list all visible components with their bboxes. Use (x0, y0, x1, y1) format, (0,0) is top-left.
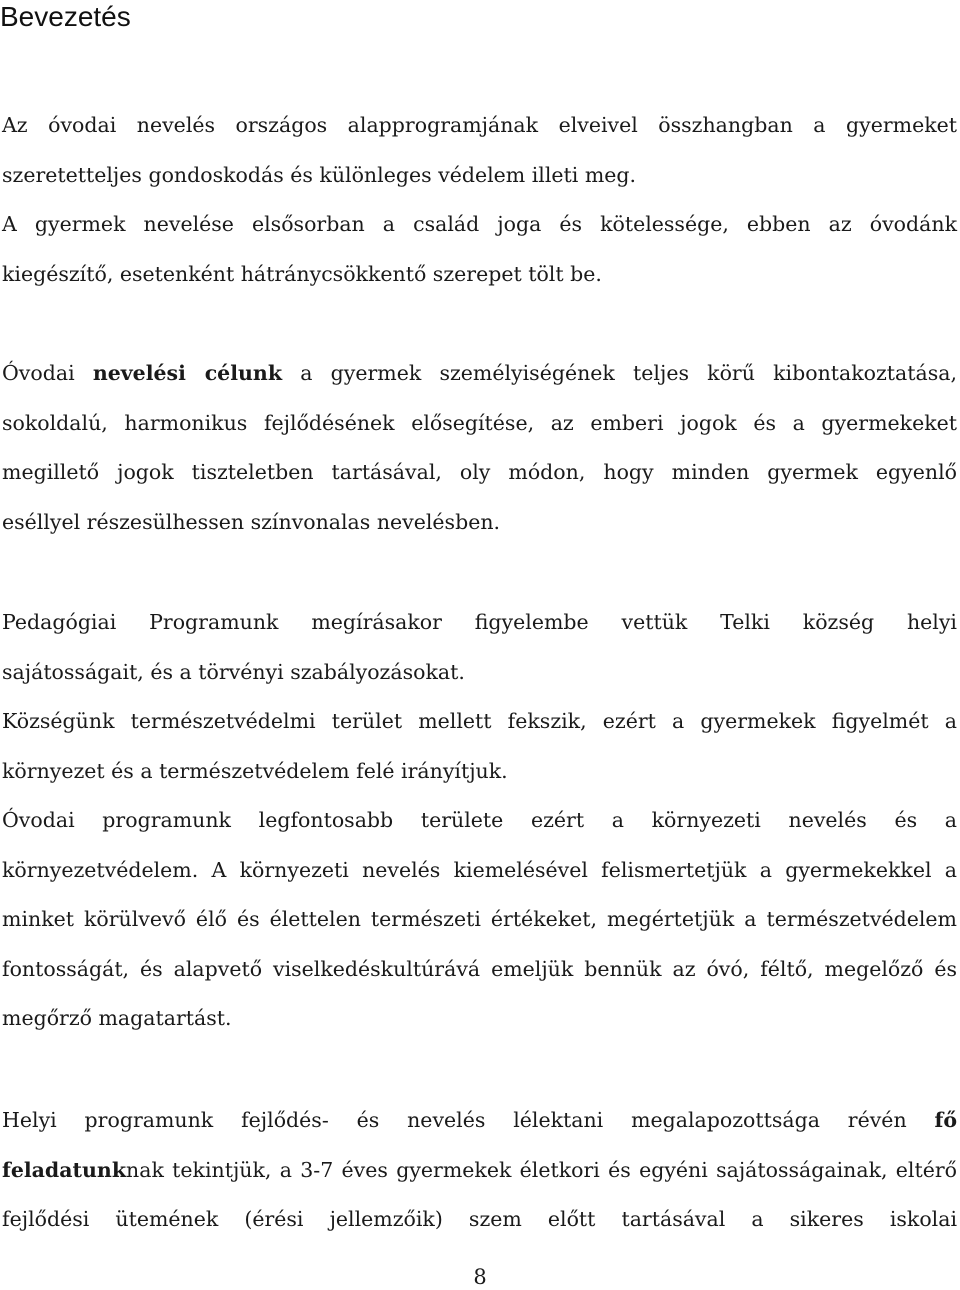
text-line: minket körülvevő élő és élettelen természeti értékeket, megértetjük a természetvédelem (2, 907, 957, 931)
text-line: megillető jogok tiszteletben tartásával, oly módon, hogy minden gyermek egyenlő (2, 460, 957, 484)
text-line (2, 1096, 957, 1146)
text-line: Pedagógiai Programunk megírásakor figyelembe vettük Telki község helyi (2, 610, 957, 634)
paragraph-program (2, 598, 957, 1044)
text-line: környezet és a természetvédelem felé irányítjuk. (2, 758, 508, 783)
text-line: fejlődési ütemének (érési jellemzőik) szem előtt tartásával a sikeres iskolai (2, 1207, 957, 1231)
text-segment: nak tekintjük, a 3-7 éves gyermekek életkori és egyéni sajátosságainak, eltérő (126, 1157, 957, 1182)
paragraph-intro (2, 101, 957, 299)
paragraph-goals (2, 349, 957, 547)
text-line: szeretetteljes gondoskodás és különleges védelem illeti meg. (2, 162, 637, 187)
text-line: eséllyel részesülhessen színvonalas nevelésben. (2, 509, 501, 534)
page-number: 8 (473, 1265, 487, 1289)
text-segment: Óvodai (2, 361, 93, 385)
text-line: sokoldalú, harmonikus fejlődésének elősegítése, az emberi jogok és a gyermekeket (2, 410, 957, 435)
text-segment: a gyermek személyiségének teljes körű kibontakoztatása, (282, 361, 957, 385)
text-line: sajátosságait, és a törvényi szabályozásokat. (2, 659, 465, 684)
text-line: fontosságát, és alapvető viselkedéskultúrává emeljük bennük az óvó, féltő, megelőző és (2, 956, 957, 981)
bold-term: nevelési célunk (92, 361, 283, 385)
text-line: környezetvédelem. A környezeti nevelés kiemelésével felismertetjük a gyermekekkel a (2, 857, 957, 882)
bold-term: feladatunk (2, 1157, 127, 1182)
section-heading: Bevezetés (0, 1, 131, 32)
text-line: A gyermek nevelése elsősorban a család joga és kötelessége, ebben az óvodánk (2, 212, 957, 236)
text-line (2, 1146, 957, 1196)
text-segment: Helyi programunk fejlődés- és nevelés lélektani megalapozottsága révén (2, 1108, 935, 1132)
paragraph-tasks (2, 1096, 957, 1245)
text-line: Óvodai programunk legfontosabb területe ezért a környezeti nevelés és a (2, 808, 957, 832)
text-line: Az óvodai nevelés országos alapprogramjának elveivel összhangban a gyermeket (2, 113, 957, 137)
text-line (2, 349, 957, 399)
text-line: Községünk természetvédelmi terület mellett fekszik, ezért a gyermekek figyelmét a (2, 709, 957, 733)
text-line: kiegészítő, esetenként hátránycsökkentő szerepet tölt be. (2, 261, 602, 286)
text-line: megőrző magatartást. (2, 1006, 232, 1030)
bold-term: fő (934, 1108, 957, 1132)
